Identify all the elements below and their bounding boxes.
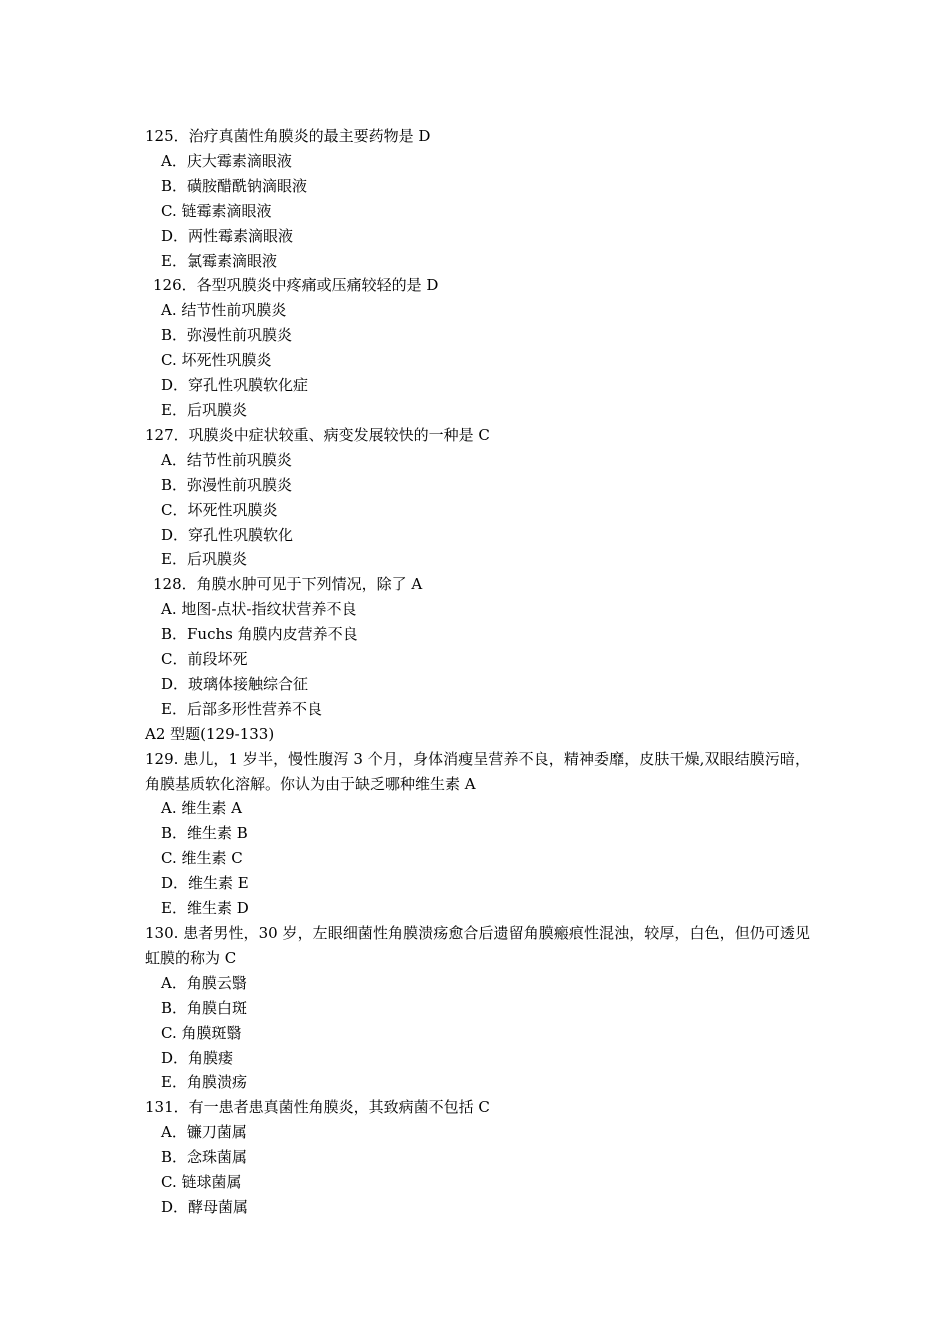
option-line: D．维生素 E — [161, 874, 249, 893]
option-line: C. 链球菌属 — [161, 1173, 242, 1192]
option-line: C. 角膜斑翳 — [161, 1023, 242, 1042]
question-line: 126．各型巩膜炎中疼痛或压痛较轻的是 D — [153, 276, 439, 295]
option-line: D．酵母菌属 — [161, 1197, 249, 1216]
option-line: C．坏死性巩膜炎 — [161, 500, 278, 519]
option-line: C．前段坏死 — [161, 650, 248, 669]
option-line: E．后巩膜炎 — [161, 400, 247, 419]
option-line: B．弥漫性前巩膜炎 — [161, 326, 293, 345]
option-line: A. 地图-点状-指纹状营养不良 — [161, 600, 357, 619]
question-line: 127．巩膜炎中症状较重、病变发展较快的一种是 C — [145, 425, 490, 444]
question-line: 130. 患者男性，30 岁，左眼细菌性角膜溃疡愈合后遗留角膜瘢痕性混浊，较厚，白色，但仍可透见虹膜的称为 C — [145, 924, 810, 967]
option-line: D．穿孔性巩膜软化 — [161, 525, 294, 544]
option-line: B．念珠菌属 — [161, 1148, 248, 1167]
option-line: E．后部多形性营养不良 — [161, 699, 322, 718]
option-line: A. 维生素 A — [161, 799, 242, 818]
option-line: E．后巩膜炎 — [161, 550, 247, 569]
question-line: 129. 患儿，1 岁半，慢性腹泻 3 个月，身体消瘦呈营养不良，精神委靡，皮肤干燥,双眼结膜污暗，角膜基质软化溶解。你认为由于缺乏哪种维生素 A — [145, 749, 810, 793]
option-line: B．角膜白斑 — [161, 998, 248, 1017]
option-line: D．两性霉素滴眼液 — [161, 226, 294, 245]
section-heading: A2 型题(129-133) — [145, 724, 275, 743]
option-line: A．庆大霉素滴眼液 — [161, 151, 292, 170]
option-line: B．弥漫性前巩膜炎 — [161, 475, 293, 494]
question-line: 131．有一患者患真菌性角膜炎，其致病菌不包括 C — [145, 1098, 490, 1117]
option-line: B．磺胺醋酰钠滴眼液 — [161, 176, 308, 195]
option-line: A．镰刀菌属 — [161, 1123, 247, 1142]
option-line: E．氯霉素滴眼液 — [161, 251, 277, 270]
option-line: D．角膜瘘 — [161, 1048, 234, 1067]
document-body — [145, 124, 810, 1220]
option-line: E．维生素 D — [161, 899, 249, 918]
option-line: B．Fuchs 角膜内皮营养不良 — [161, 625, 358, 644]
question-line: 125．治疗真菌性角膜炎的最主要药物是 D — [145, 127, 431, 145]
option-line: E．角膜溃疡 — [161, 1073, 247, 1092]
option-line: A. 结节性前巩膜炎 — [161, 301, 287, 320]
option-line: A．角膜云翳 — [161, 973, 247, 992]
option-line: D．穿孔性巩膜软化症 — [161, 376, 309, 395]
option-line: A．结节性前巩膜炎 — [161, 450, 292, 469]
option-line: C. 维生素 C — [161, 849, 243, 868]
option-line: D．玻璃体接触综合征 — [161, 674, 309, 693]
option-line: C. 坏死性巩膜炎 — [161, 351, 272, 370]
option-line: B．维生素 B — [161, 824, 248, 843]
question-line: 128．角膜水肿可见于下列情况，除了 A — [153, 575, 423, 594]
option-line: C. 链霉素滴眼液 — [161, 201, 272, 220]
